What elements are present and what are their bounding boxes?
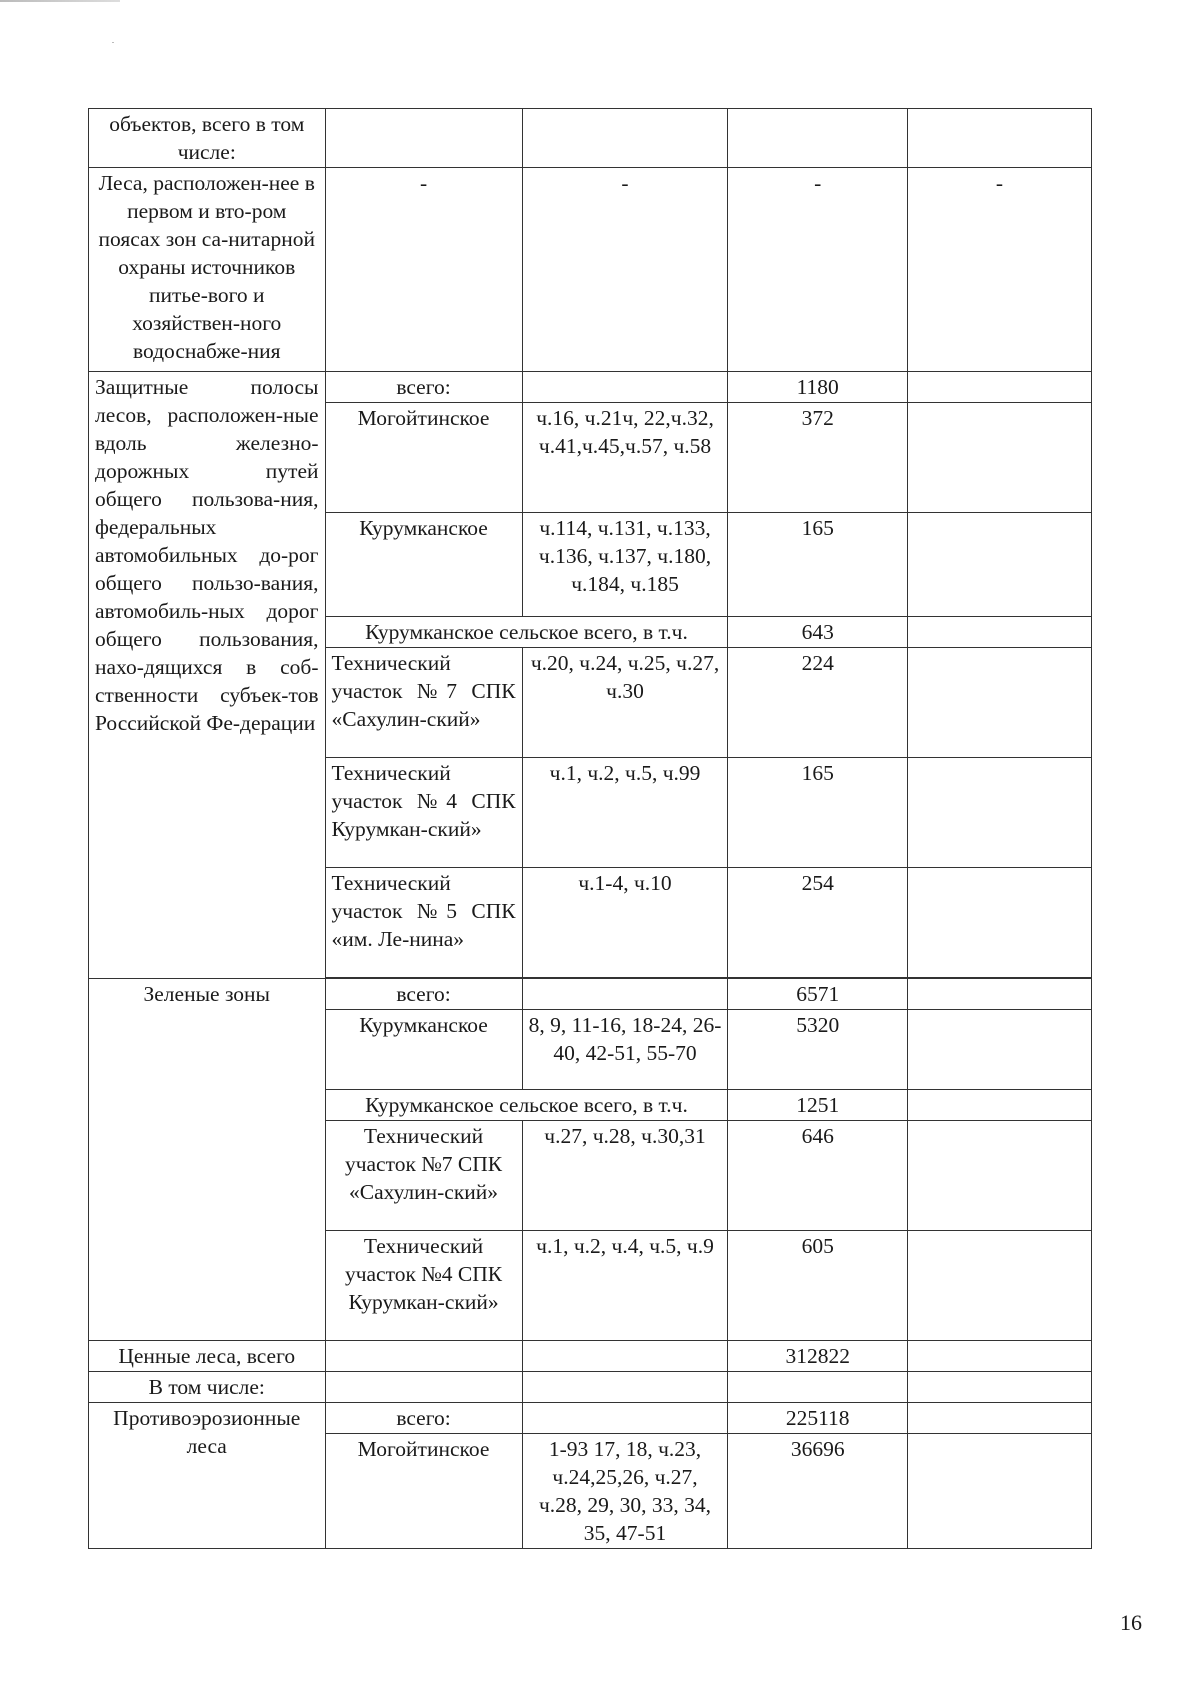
area-value: 372 [728,403,908,513]
table-row [89,372,1092,403]
quarters-cell: ч.1, ч.2, ч.4, ч.5, ч.9 [522,1231,728,1341]
quarters-cell: ч.1, ч.2, ч.5, ч.99 [522,758,728,868]
subtotal-label: Курумканское сельское всего, в т.ч. [325,1090,728,1121]
quarters-cell: ч.114, ч.131, ч.133, ч.136, ч.137, ч.180, ч.184, ч.185 [522,513,728,617]
table-row [89,979,1092,1010]
area-value: 646 [728,1121,908,1231]
quarters-cell: 8, 9, 11-16, 18-24, 26-40, 42-51, 55-70 [522,1010,728,1090]
tech-plot-name: Технический участок №7 СПК «Сахулин-ский» [325,648,522,758]
area-value: 1180 [728,372,908,403]
area-value: 312822 [728,1341,908,1372]
subtotal-label: Курумканское сельское всего, в т.ч. [325,617,728,648]
table-row [89,168,1092,372]
quarters-cell: ч.1-4, ч.10 [522,868,728,978]
dash-cell: - [728,168,908,372]
tech-plot-name: Технический участок №4 СПК Курумкан-ский» [325,758,522,868]
tech-plot-name: Технический участок №4 СПК Курумкан-ский» [325,1231,522,1341]
category-cell: Зеленые зоны [89,979,326,1341]
forestry-name: Курумканское [325,1010,522,1090]
area-value: 36696 [728,1434,908,1549]
area-value: 643 [728,617,908,648]
total-label: всего: [325,979,522,1010]
table-row [89,1403,1092,1434]
area-value: 225118 [728,1403,908,1434]
quarters-cell: ч.16, ч.21ч, 22,ч.32, ч.41,ч.45,ч.57, ч.58 [522,403,728,513]
area-value: 605 [728,1231,908,1341]
forest-categories-table [88,108,1092,1549]
category-cell: объектов, всего в том числе: [89,109,326,168]
table-row [89,109,1092,168]
dash-cell: - [908,168,1092,372]
area-value: 165 [728,758,908,868]
table-row [89,1372,1092,1403]
dash-cell: - [522,168,728,372]
area-value: 6571 [728,979,908,1010]
page-number: 16 [1120,1610,1142,1635]
area-value: 224 [728,648,908,758]
total-label: всего: [325,1403,522,1434]
category-cell: В том числе: [89,1372,326,1403]
forestry-name: Курумканское [325,513,522,617]
quarters-cell: ч.27, ч.28, ч.30,31 [522,1121,728,1231]
tech-plot-name: Технический участок №7 СПК «Сахулин-ский» [325,1121,522,1231]
quarters-cell: 1-93 17, 18, ч.23, ч.24,25,26, ч.27, ч.28, 29, 30, 33, 34, 35, 47-51 [522,1434,728,1549]
scan-speck [112,42,114,43]
category-cell: Противоэрозионные леса [89,1403,326,1549]
quarters-cell: ч.20, ч.24, ч.25, ч.27, ч.30 [522,648,728,758]
total-label: всего: [325,372,522,403]
scan-edge-mark [0,0,120,2]
category-cell: Ценные леса, всего [89,1341,326,1372]
category-cell: Леса, расположен-нее в первом и вто-ром поясах зон са-нитарной охраны источников питье-вого и хозяйствен-ного водоснабже-ния [89,168,326,372]
area-value: 165 [728,513,908,617]
table-row [89,1341,1092,1372]
category-cell: Защитные полосы лесов, расположен-ные вдоль железно-дорожных путей общего пользова-ния, федеральных автомобильных до-рог общего пользо-вания, автомобиль-ных дорог общего пользования, нахо-дящихся в соб-ственности субъек-тов Российской Фе-дерации [89,372,326,979]
area-value: 254 [728,868,908,978]
forestry-name: Могойтинское [325,403,522,513]
tech-plot-name: Технический участок №5 СПК «им. Ле-нина» [325,868,522,978]
dash-cell: - [325,168,522,372]
forestry-name: Могойтинское [325,1434,522,1549]
area-value: 5320 [728,1010,908,1090]
area-value: 1251 [728,1090,908,1121]
